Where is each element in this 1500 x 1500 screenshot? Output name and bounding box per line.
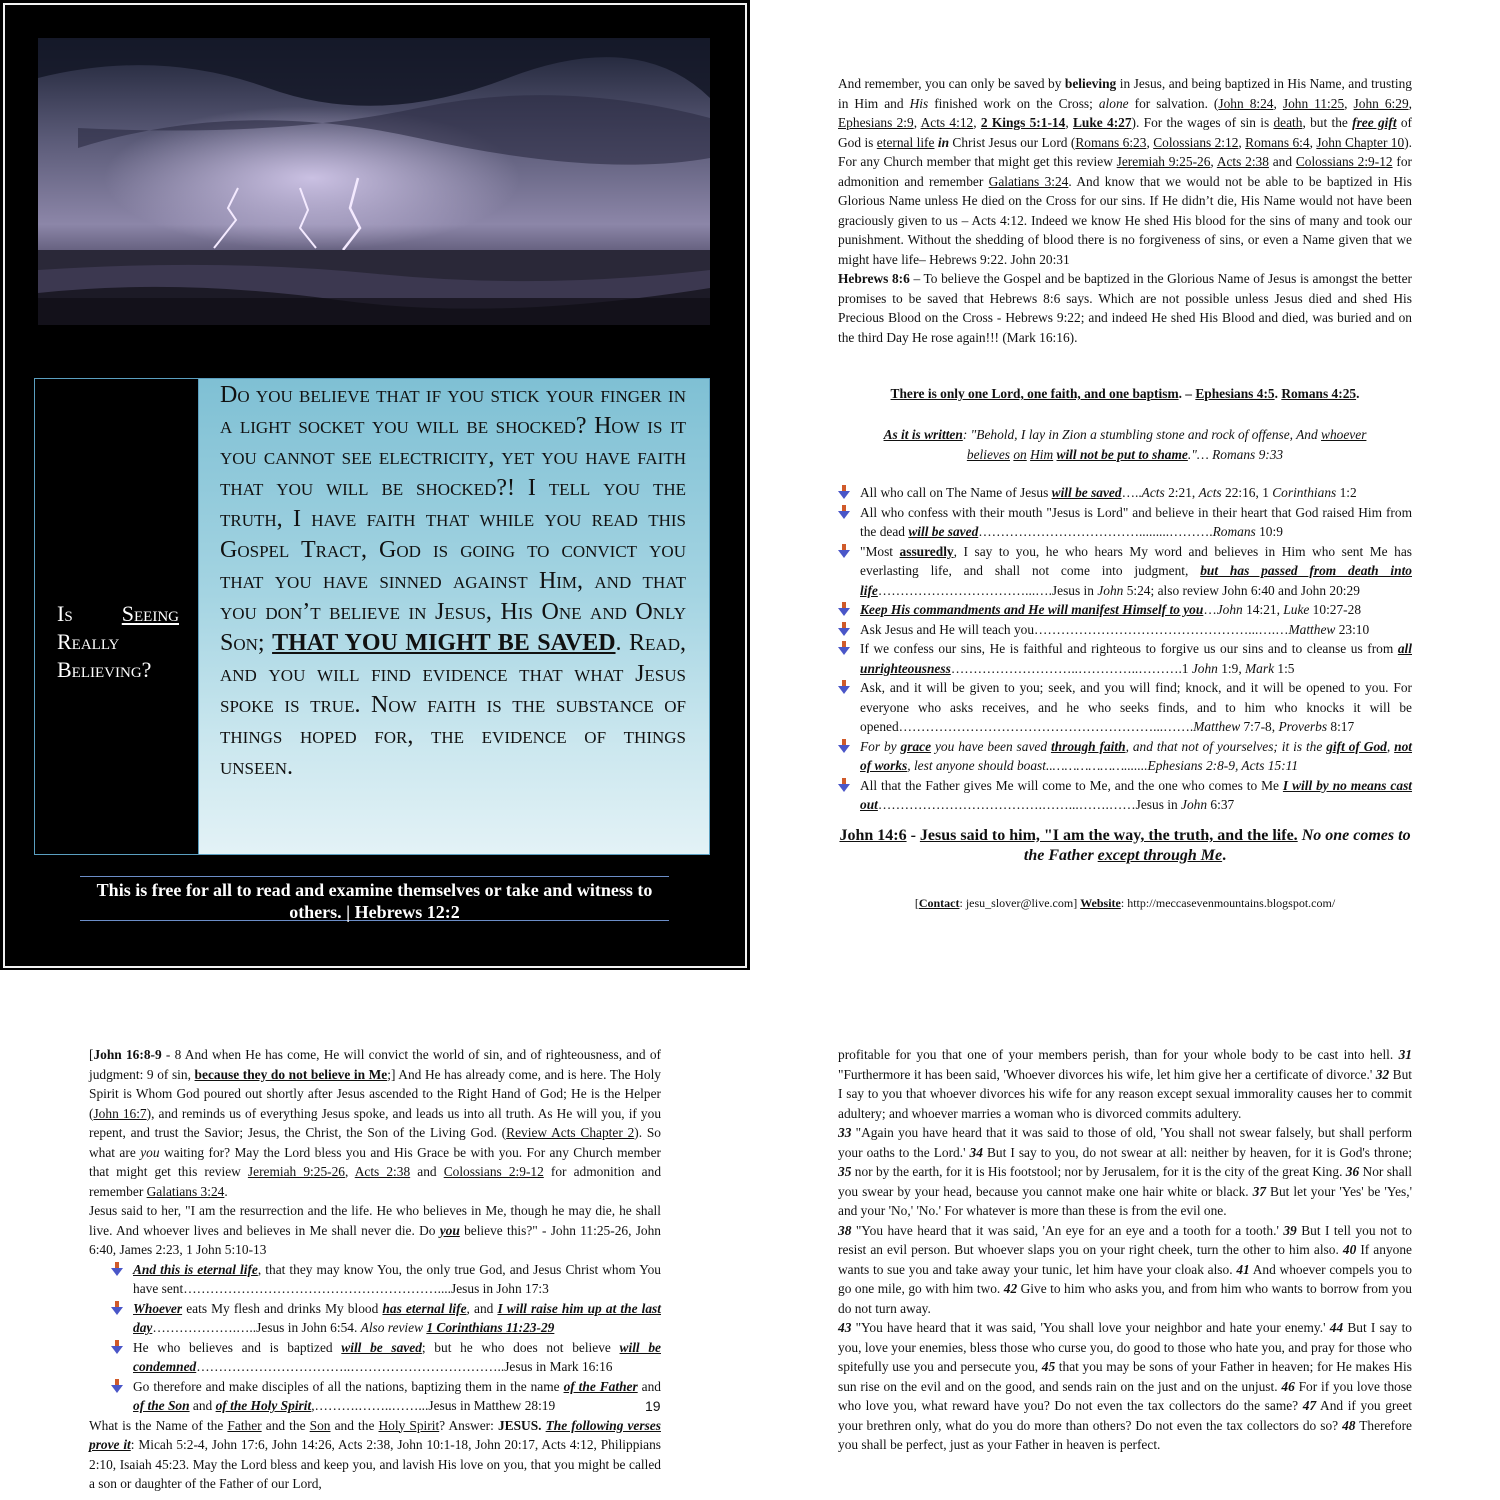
website-label: Website <box>1080 896 1121 910</box>
salvation-paragraph-1: And remember, you can only be saved by believing in Jesus, and being baptized in His Name, and trusting in Him and His finished work on the Cross; alone for salvation. (John 8:24, John 11:25, John 6:29, Ephesians 2:9, Acts 4:12, 2 Kings 5:1-14, Luke 4:27). For the wages of sin is death, but the free gift of God is eternal life in Christ Jesus our Lord (Romans 6:23, Colossians 2:12, Romans 6:4, John Chapter 10). For any Church member that might get this review Jeremiah 9:25-26, Acts 2:38 and Colossians 2:9-12 for admonition and remember Galatians 3:24. And know that we would not be able to be baptized in His Glorious Name unless He died on the Cross for our sins. If He didn’t die, His Name would not have been graciously given to us – Acts 4:12. Indeed we know He shed His blood for the sins of many and took our punishment. Without the shedding of blood there is no forgiveness of sins, or even a Name given that we might have life– Hebrews 9:22. John 20:31 <box>838 76 1413 267</box>
holy-spirit-page <box>89 1045 661 1494</box>
list-item: And this is eternal life, that they may know You, the only true God, and Jesus Christ whom You have sent…………………………………………………....Jesus in John 17:3 <box>111 1260 661 1299</box>
list-item: Keep His commandments and He will manifest Himself to you…John 14:21, Luke 10:27-28 <box>838 600 1412 620</box>
resurrection-paragraph: Jesus said to her, "I am the resurrection and the life. He who believes in Me, though he may die, he shall live. And whoever lives and believes in Me shall never die. Do you believe this?" - John 11:25-26, John 6:40, James 2:23, 1 John 5:10-13 <box>89 1203 661 1257</box>
holy-spirit-paragraph: [John 16:8-9 - 8 And when He has come, He will convict the world of sin, and of righteousness, and of judgment: 9 of sin, because they do not believe in Me;] And He has already come, and is here. The Holy Spirit is Whom God poured out shortly after Jesus ascended to the Right Hand of God; He is the Helper (John 16:7), and reminds us of everything Jesus spoke, and leads us into all truth. As He will you, if you repent, and trust the Savior; Jesus, the Christ, the Son of the Living God. (Review Acts Chapter 2). So what are you waiting for? May the Lord bless you and His Grace be with you. For any Church member that might get this review Jeremiah 9:25-26, Acts 2:38 and Colossians 2:9-12 for admonition and remember Galatians 3:24. <box>89 1047 662 1199</box>
storm-photo <box>38 38 710 325</box>
list-item: If we confess our sins, He is faithful and righteous to forgive us our sins and to cleanse us from all unrighteousness………………………..…………..……….1 John 1:9, Mark 1:5 <box>838 639 1412 678</box>
arrow-down-icon <box>838 739 850 753</box>
list-item: "Most assuredly, I say to you, he who hears My word and believes in Him who sent Me has everlasting life, and shall not come into judgment, but has passed from death into life……………………………...….Jesus in John 5:24; also review John 6:40 and John 20:29 <box>838 542 1412 601</box>
list-item: Go therefore and make disciples of all the nations, baptizing them in the name of the Father and of the Son and of the Holy Spirit,……….……..……...Jesus in Matthew 28:19 <box>111 1377 661 1416</box>
verses-33-37: 33 "Again you have heard that it was said to those of old, 'You shall not swear falsely, but shall perform your oaths to the Lord.' 34 But I say to you, do not swear at all: neither by heaven, for it is God's throne; 35 nor by the earth, for it is His footstool; nor by Jerusalem, for it is the city of the great King. 36 Nor shall you swear by your head, because you cannot make one hair white or black. 37 But let your 'Yes' be 'Yes,' and your 'No,' 'No.' For whatever is more than these is from the evil one. <box>838 1125 1413 1218</box>
page-number: 19 <box>645 1398 661 1414</box>
contact-line: [Contact: jesu_slover@live.com] Website: http://meccasevenmountains.blogspot.com/ <box>914 896 1336 910</box>
list-item: For by grace you have been saved through faith, and that not of yourselves; it is the gift of God, not of works, lest anyone should boast..……………….......Ephesians 2:8-9, Acts 15:11 <box>838 737 1412 776</box>
john-14-6-heading: John 14:6 - Jesus said to him, "I am the way, the truth, and the life. No one comes to the Father except through Me. <box>839 827 1411 864</box>
list-item: Ask, and it will be given to you; seek, and you will find; knock, and it will be opened to you. For everyone who asks receives, and he who seeks finds, and to him who knocks it will be opened…………………………………………………...…….Matthew 7:7-8, Proverbs 8:17 <box>838 678 1412 737</box>
list-item: Ask Jesus and He will teach you…………………………………………...….…Matthew 23:10 <box>838 620 1412 640</box>
main-question-text <box>220 380 686 783</box>
side-title <box>57 600 179 684</box>
main-text-highlight: THAT YOU MIGHT BE SAVED <box>272 630 616 656</box>
sermon-on-the-mount-page <box>838 1045 1412 1455</box>
romans-quote: As it is written: "Behold, I lay in Zion a stumbling stone and rock of offense, And whoever believes on Him will not be put to shame."… Romans 9:33 <box>883 427 1367 462</box>
verses-38-42: 38 "You have heard that it was said, 'An eye for an eye and a tooth for a tooth.' 39 But I tell you not to resist an evil person. But whoever slaps you on your right cheek, turn the other to him also. 40 If anyone wants to sue you and take away your tunic, let him have your cloak also. 41 And whoever compels you to go one mile, go with him two. 42 Give to him who asks you, and from him who wants to borrow from you do not turn away. <box>838 1222 1413 1316</box>
list-item: All who call on The Name of Jesus will be saved…..Acts 2:21, Acts 22:16, 1 Corinthians 1:2 <box>838 483 1412 503</box>
side-title-word-really: Really <box>57 629 120 654</box>
arrow-down-icon <box>838 778 850 792</box>
contact-email[interactable]: : jesu_slover@live.com] <box>959 896 1081 910</box>
arrow-down-icon <box>111 1379 123 1393</box>
one-lord-heading: There is only one Lord, one faith, and one baptism. – Ephesians 4:5. Romans 4:25. <box>890 386 1360 401</box>
arrow-down-icon <box>838 485 850 499</box>
side-title-word-believing: Believing? <box>57 657 152 682</box>
list-item: He who believes and is baptized will be saved; but he who does not believe will be condemned……………………………..……………………………..Jesus in Mark 16:16 <box>111 1338 661 1377</box>
cover-panel <box>0 0 750 970</box>
arrow-down-icon <box>838 622 850 636</box>
promise-list <box>838 483 1412 815</box>
main-text-part2: . Read, and you will find evidence that what Jesus spoke is true. Now faith is the substance of things hoped for, the evidence of things unseen. <box>220 630 686 780</box>
free-note: This is free for all to read and examine themselves or take and witness to others. | Hebrews 12:2 <box>80 876 669 921</box>
eternal-life-list <box>111 1260 661 1416</box>
salvation-paragraph-2: Hebrews 8:6 – To believe the Gospel and be baptized in the Glorious Name of Jesus is amongst the better promises to be saved that Hebrews 8:6 says. Which are not possible unless Jesus died and shed His Precious Blood on the Cross - Hebrews 9:22; and indeed He shed His Blood and died, was buried and on the third Day He rose again!!! (Mark 16:16). <box>838 271 1412 345</box>
arrow-down-icon <box>838 544 850 558</box>
name-of-father-paragraph: What is the Name of the Father and the Son and the Holy Spirit? Answer: JESUS. The following verses prove it: Micah 5:2-4, John 17:6, John 14:26, Acts 2:38, John 10:1-18, John 20:17, Acts 4:12, Philippians 2:10, Isaiah 45:23. May the Lord bless and keep you, and lavish His love on you, that you might be called a son or daughter of the Father of our Lord, <box>89 1417 661 1491</box>
verses-30-32: profitable for you that one of your members perish, than for your whole body to be cast into hell. 31 "Furthermore it has been said, 'Whoever divorces his wife, let him give her a certificate of divorce.' 32 But I say to you that whoever divorces his wife for any reason except sexual immorality causes her to commit adultery; and whoever marries a woman who is divorced commits adultery. <box>838 1047 1412 1121</box>
verses-43-48: 43 "You have heard that it was said, 'You shall love your neighbor and hate your enemy.' 44 But I say to you, love your enemies, bless those who curse you, do good to those who hate you, and pray for those who spitefully use you and persecute you, 45 that you may be sons of your Father in heaven; for He makes His sun rise on the evil and on the good, and sends rain on the just and on the unjust. 46 For if you love those who love you, what reward have you? Do not even the tax collectors do the same? 47 And if you greet your brethren only, what do you do more than others? Do not even the tax collectors do so? 48 Therefore you shall be perfect, just as your Father in heaven is perfect. <box>838 1320 1412 1452</box>
arrow-down-icon <box>111 1301 123 1315</box>
arrow-down-icon <box>838 680 850 694</box>
main-text-part1: Do you believe that if you stick your finger in a light socket you will be shocked? How is it you cannot see electricity, yet you have faith that you will be shocked?! I tell you the truth, I have faith that while you read this Gospel Tract, God is going to convict you that you have sinned against Him, and that you don’t believe in Jesus, His One and Only Son; <box>220 382 686 656</box>
arrow-down-icon <box>111 1340 123 1354</box>
list-item: All who confess with their mouth "Jesus is Lord" and believe in their heart that God raised Him from the dead will be saved……………………………….........……….Romans 10:9 <box>838 503 1412 542</box>
list-item: Whoever eats My flesh and drinks My blood has eternal life, and I will raise him up at the last day……………….…..Jesus in John 6:54. Also review 1 Corinthians 11:23-29 <box>111 1299 661 1338</box>
side-title-word-seeing: Seeing <box>121 601 179 626</box>
arrow-down-icon <box>111 1262 123 1276</box>
arrow-down-icon <box>838 602 850 616</box>
side-title-word-is: Is <box>57 601 73 626</box>
contact-label: Contact <box>918 896 960 910</box>
arrow-down-icon <box>838 641 850 655</box>
website-url[interactable]: : http://meccasevenmountains.blogspot.com/ <box>1120 896 1336 910</box>
list-item: All that the Father gives Me will come to Me, and the one who comes to Me I will by no means cast out……………………………….……...…….……Jesus in John 6:37 <box>838 776 1412 815</box>
salvation-paragraphs <box>838 74 1412 347</box>
arrow-down-icon <box>838 505 850 519</box>
